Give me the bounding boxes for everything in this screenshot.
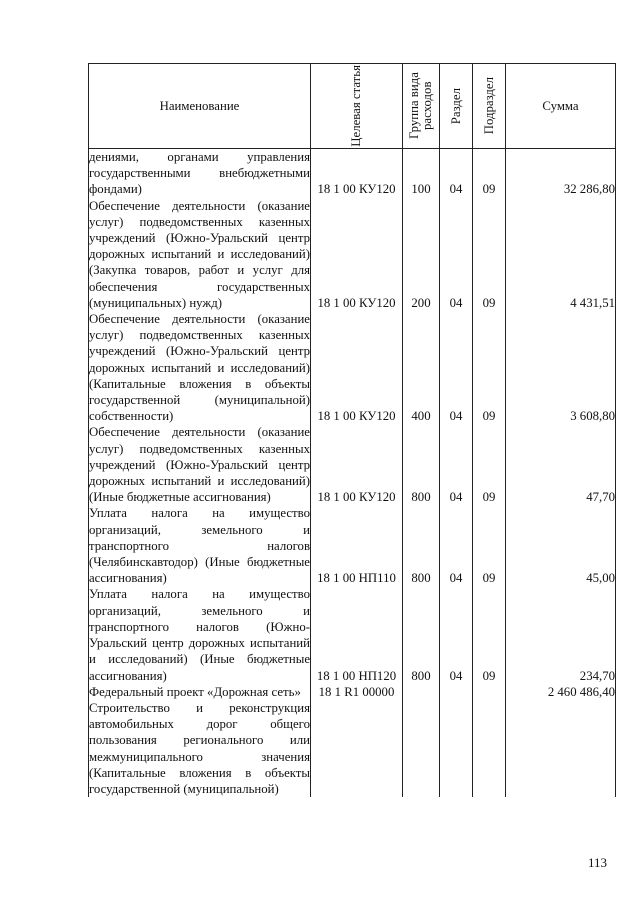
table-row xyxy=(89,424,616,505)
cell-article: 18 1 00 НП110 xyxy=(311,505,403,586)
table-row xyxy=(89,586,616,683)
cell-article: 18 1 00 КУ120 xyxy=(311,149,403,198)
cell-group: 100 xyxy=(403,149,440,198)
cell-section xyxy=(440,700,473,797)
header-section: Раздел xyxy=(440,64,473,149)
cell-subsection xyxy=(473,684,506,700)
header-subsection: Подраздел xyxy=(473,64,506,149)
cell-name: Уплата налога на имущество организаций, земельного и транспортного налогов (Южно-Уральский центр дорожных испытаний и исследований) (Иные бюджетные ассигнования) xyxy=(89,587,310,683)
cell-sum: 2 460 486,40 xyxy=(506,684,616,700)
cell-name: дениями, органами управления государственными внебюджетными фондами) xyxy=(89,150,310,197)
header-name: Наименование xyxy=(89,64,311,149)
cell-article: 18 1 00 НП120 xyxy=(311,586,403,683)
header-sum: Сумма xyxy=(506,64,616,149)
table-row xyxy=(89,700,616,797)
cell-article: 18 1 00 КУ120 xyxy=(311,311,403,424)
cell-subsection: 09 xyxy=(473,424,506,505)
cell-section: 04 xyxy=(440,586,473,683)
cell-sum: 47,70 xyxy=(506,424,616,505)
cell-name: Уплата налога на имущество организаций, земельного и транспортного налогов (Челябинскавтодор) (Иные бюджетные ассигнования) xyxy=(89,506,310,586)
cell-group: 400 xyxy=(403,311,440,424)
cell-group: 800 xyxy=(403,586,440,683)
table-row xyxy=(89,311,616,424)
cell-subsection: 09 xyxy=(473,505,506,586)
table-row xyxy=(89,684,616,700)
cell-group: 800 xyxy=(403,505,440,586)
cell-subsection: 09 xyxy=(473,586,506,683)
page-number: 113 xyxy=(588,855,608,870)
budget-table xyxy=(88,63,616,797)
header-group: Группа вида расходов xyxy=(403,64,440,149)
cell-subsection: 09 xyxy=(473,311,506,424)
cell-article: 18 1 R1 00000 xyxy=(311,684,403,700)
cell-section xyxy=(440,684,473,700)
table-row xyxy=(89,198,616,311)
table-row xyxy=(89,505,616,586)
cell-group xyxy=(403,700,440,797)
table-header-row xyxy=(89,64,616,149)
header-article: Целевая статья xyxy=(311,64,403,149)
cell-name: Обеспечение деятельности (оказание услуг) подведомственных казенных учреждений (Южно-Уральский центр дорожных испытаний и исследований) (Иные бюджетные ассигнования) xyxy=(89,425,310,505)
cell-group: 200 xyxy=(403,198,440,311)
cell-name: Обеспечение деятельности (оказание услуг) подведомственных казенных учреждений (Южно-Уральский центр дорожных испытаний и исследований) (Капитальные вложения в объекты государственной (муниципальной) собственности) xyxy=(89,312,310,424)
cell-group xyxy=(403,684,440,700)
cell-name: Строительство и реконструкция автомобильных дорог общего пользования регионального или межмуниципального значения (Капитальные вложения в объекты государственной (муниципальной) xyxy=(89,700,310,796)
cell-section: 04 xyxy=(440,424,473,505)
cell-sum: 45,00 xyxy=(506,505,616,586)
cell-sum xyxy=(506,700,616,797)
cell-section: 04 xyxy=(440,505,473,586)
cell-article: 18 1 00 КУ120 xyxy=(311,424,403,505)
cell-sum: 4 431,51 xyxy=(506,198,616,311)
cell-sum: 3 608,80 xyxy=(506,311,616,424)
cell-sum: 234,70 xyxy=(506,586,616,683)
cell-group: 800 xyxy=(403,424,440,505)
cell-subsection: 09 xyxy=(473,149,506,198)
cell-subsection xyxy=(473,700,506,797)
cell-sum: 32 286,80 xyxy=(506,149,616,198)
cell-section: 04 xyxy=(440,149,473,198)
cell-section: 04 xyxy=(440,311,473,424)
cell-article xyxy=(311,700,403,797)
cell-article: 18 1 00 КУ120 xyxy=(311,198,403,311)
cell-name: Федеральный проект «Дорожная сеть» xyxy=(89,684,311,700)
cell-name: Обеспечение деятельности (оказание услуг) подведомственных казенных учреждений (Южно-Уральский центр дорожных испытаний и исследований) (Закупка товаров, работ и услуг для обеспечения государственных (муниципальных) нужд) xyxy=(89,198,310,310)
table-row xyxy=(89,149,616,198)
cell-section: 04 xyxy=(440,198,473,311)
cell-subsection: 09 xyxy=(473,198,506,311)
